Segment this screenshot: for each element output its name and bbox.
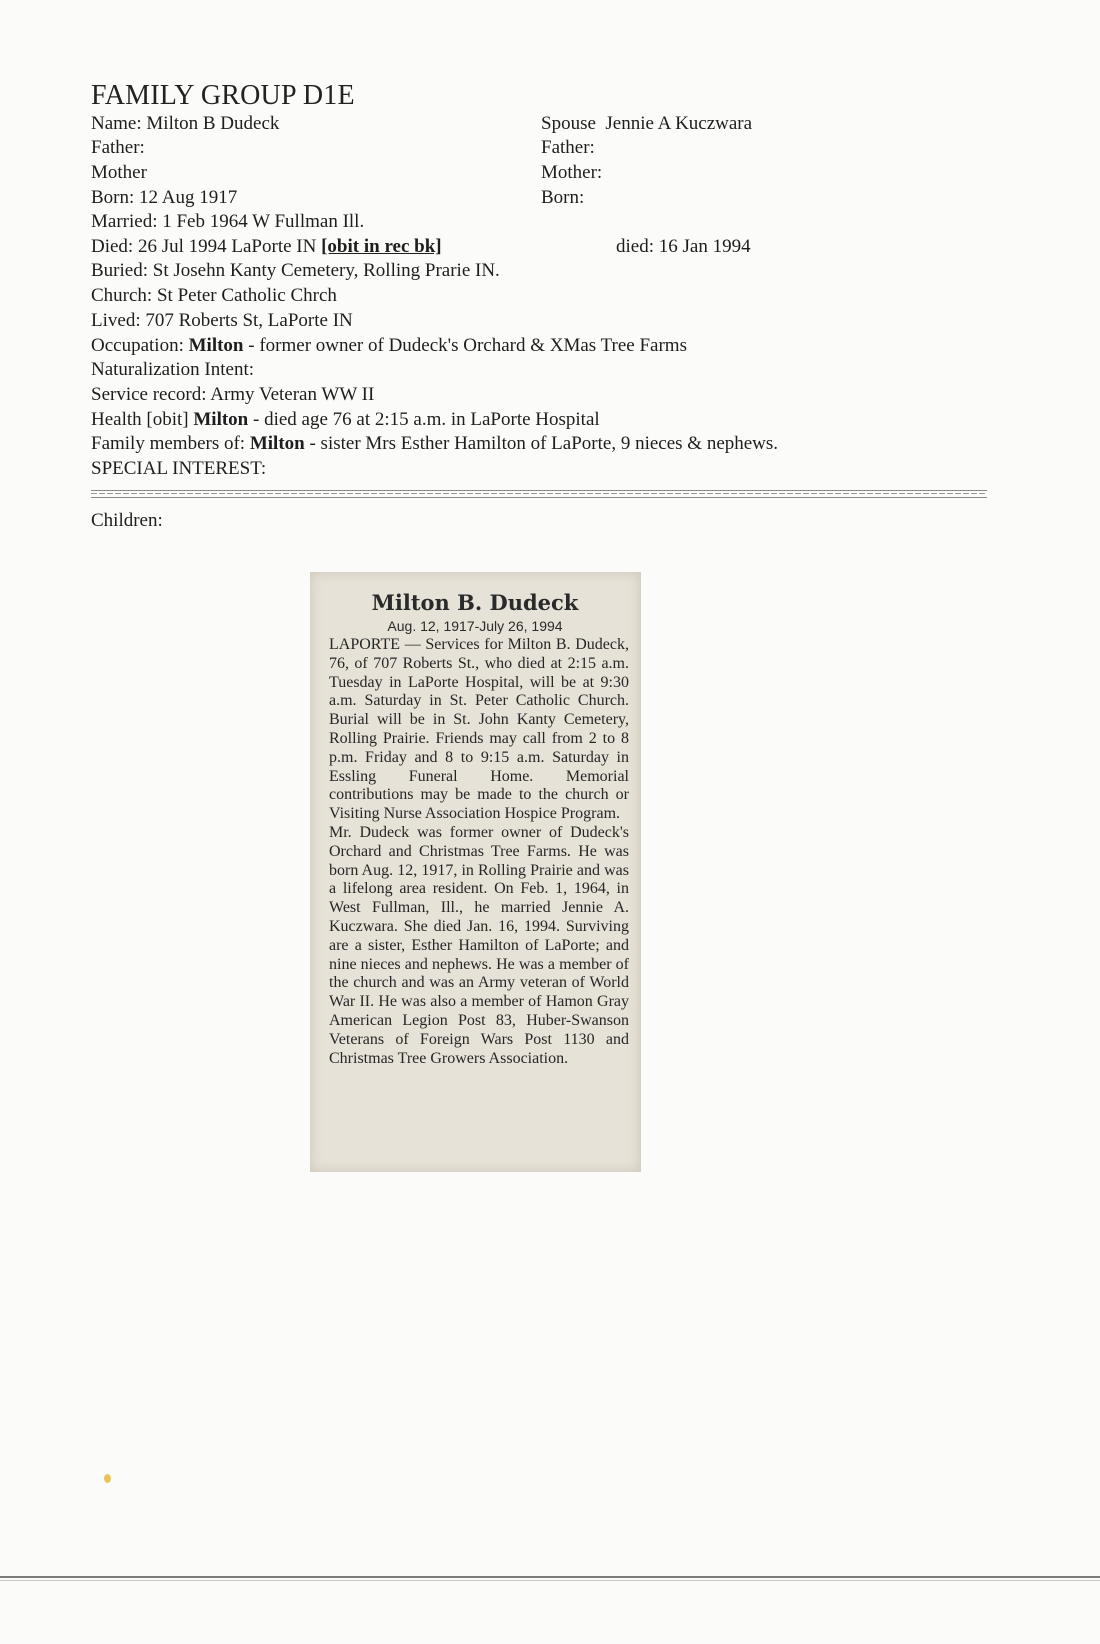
special-interest-label: SPECIAL INTEREST: — [91, 458, 267, 479]
obituary-heading: Milton B. Dudeck — [371, 590, 579, 615]
children-row — [91, 509, 163, 533]
spouse-died-label: died: — [616, 236, 654, 257]
person-name: Milton B Dudeck — [146, 113, 280, 134]
family-label: Family members of: — [91, 433, 246, 454]
buried-value: St Josehn Kanty Cemetery, Rolling Prarie IN. — [152, 260, 500, 281]
spouse-died-row — [616, 235, 751, 259]
father-label: Father: — [91, 137, 145, 158]
church-label: Church: — [91, 285, 153, 306]
church-value: St Peter Catholic Chrch — [156, 285, 337, 306]
born-date: 12 Aug 1917 — [139, 187, 238, 208]
children-label: Children: — [91, 510, 163, 531]
spouse-born-label: Born: — [541, 187, 585, 208]
family-value: - sister Mrs Esther Hamilton of LaPorte, 9 nieces & nephews. — [309, 433, 779, 454]
obit-reference-link[interactable]: [obit in rec bk] — [321, 236, 442, 257]
service-value: Army Veteran WW II — [210, 384, 375, 405]
spouse-father-label: Father: — [541, 137, 595, 158]
mother-row — [91, 161, 147, 185]
spouse-father-row — [541, 136, 595, 160]
obituary-body: LAPORTE — Services for Milton B. Dudeck, 76, of 707 Roberts St., who died at 2:15 a.m. Tuesday in LaPorte Hospital, will be at 9:30 a.m. Saturday in St. Peter Catholic Church. Burial will be in St. John Kanty Cemetery, Rolling Prairie. Friends may call from 2 to 8 p.m. Friday and 8 to 9:15 a.m. Saturday in Essling Funeral Home. Memorial contributions may be made to the church or Visiting Nurse Association Hospice Program. Mr. Dudeck was former owner of Dudeck's Orchard and Christmas Tree Farms. He was born Aug. 12, 1917, in Rolling Prairie and was a lifelong area resident. On Feb. 1, 1964, in West Fullman, Ill., he married Jennie A. Kuczwara. She died Jan. 16, 1994. Surviving are a sister, Esther Hamilton of LaPorte; and nine nieces and nephews. He was a member of the church and was an Army veteran of World War II. He was also a member of Hamon Gray American Legion Post 83, Huber-Swanson Veterans of Foreign Wars Post 1130 and Christmas Tree Growers Association. — [329, 636, 629, 1067]
spouse-died-value: 16 Jan 1994 — [658, 236, 751, 257]
occupation-label: Occupation: — [91, 335, 184, 356]
lived-value: 707 Roberts St, LaPorte IN — [145, 310, 353, 331]
spouse-name: Jennie A Kuczwara — [605, 113, 753, 134]
born-row — [91, 186, 237, 210]
obituary-clipping — [310, 572, 641, 1172]
special-interest-row — [91, 457, 266, 481]
church-row — [91, 284, 337, 308]
paper-speck — [104, 1474, 111, 1483]
scan-edge-line — [0, 1576, 1100, 1578]
family-row — [91, 432, 778, 456]
father-row — [91, 136, 145, 160]
died-value: 26 Jul 1994 LaPorte IN — [137, 236, 317, 257]
died-row — [91, 235, 442, 259]
lived-label: Lived: — [91, 310, 141, 331]
health-row — [91, 408, 600, 432]
health-name: Milton — [193, 409, 249, 430]
spouse-mother-label: Mother: — [541, 162, 603, 183]
buried-row — [91, 259, 500, 283]
married-value: 1 Feb 1964 W Fullman Ill. — [162, 211, 365, 232]
section-divider — [91, 490, 987, 498]
married-label: Married: — [91, 211, 158, 232]
scan-edge-line-faint — [0, 1580, 1100, 1581]
health-label: Health [obit] — [91, 409, 189, 430]
born-label: Born: — [91, 187, 135, 208]
service-label: Service record: — [91, 384, 207, 405]
obituary-dates: Aug. 12, 1917-July 26, 1994 — [387, 618, 563, 634]
page-title: FAMILY GROUP D1E — [91, 80, 355, 111]
name-label: Name: — [91, 113, 142, 134]
naturalization-label: Naturalization Intent: — [91, 359, 255, 380]
mother-label: Mother — [91, 162, 147, 183]
buried-label: Buried: — [91, 260, 148, 281]
married-row — [91, 210, 364, 234]
name-row — [91, 112, 279, 136]
occupation-name: Milton — [188, 335, 244, 356]
occupation-value: - former owner of Dudeck's Orchard & XMas Tree Farms — [248, 335, 687, 356]
occupation-row — [91, 334, 687, 358]
lived-row — [91, 309, 353, 333]
spouse-row — [541, 112, 752, 136]
spouse-born-row — [541, 186, 584, 210]
spouse-mother-row — [541, 161, 602, 185]
family-name: Milton — [249, 433, 305, 454]
naturalization-row — [91, 358, 254, 382]
service-row — [91, 383, 374, 407]
spouse-label: Spouse — [541, 113, 596, 134]
died-label: Died: — [91, 236, 134, 257]
health-value: - died age 76 at 2:15 a.m. in LaPorte Hospital — [253, 409, 600, 430]
